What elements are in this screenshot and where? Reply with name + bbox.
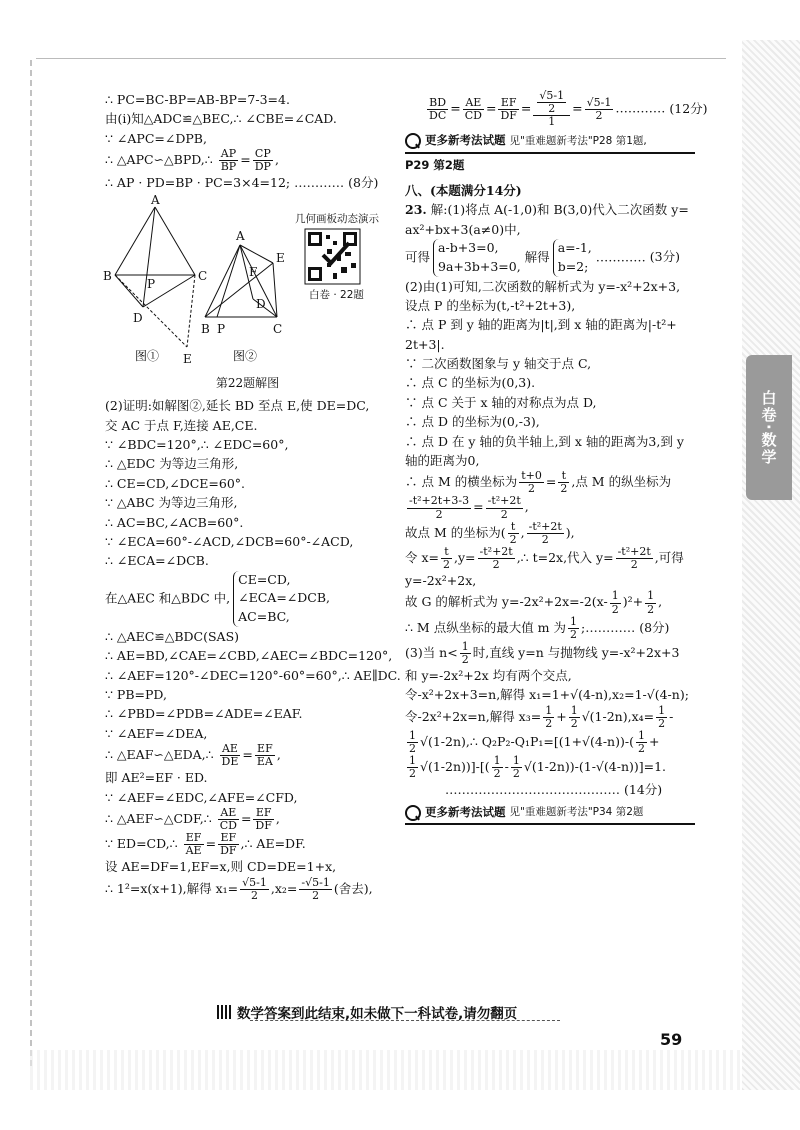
x34-line: 令-2x²+2x=n,解得 x₃= $\frac{1}{2}$ + $\frac{1}{2}$ √(1-2n),x₄= $\frac{1}{2}$ - xyxy=(405,703,674,730)
barcode-icon xyxy=(217,1005,231,1019)
text-line: ∴ AE=BD,∠CAE=∠CBD,∠AEC=∠BDC=120°, xyxy=(105,648,393,664)
fraction: $\frac{1}{2}$ xyxy=(493,754,501,781)
fraction: $\frac{t}{2}$ xyxy=(509,519,517,546)
fraction: $\frac{AP}{BP}$ xyxy=(220,147,237,174)
question-number: 23. xyxy=(405,202,427,218)
fraction: $\frac{AE}{CD}$ xyxy=(219,806,237,833)
fraction: $\frac{1}{2}$ xyxy=(409,728,416,755)
text-line: ∴ △AEC≌△BDC(SAS) xyxy=(105,628,240,644)
text-line: ∴ △EDC 为等边三角形, xyxy=(105,456,239,472)
text-line: 即 AE²=EF · ED. xyxy=(105,770,208,786)
fraction: $\frac{1}{2}$ xyxy=(545,703,553,730)
side-tab-label: 白卷·数学 xyxy=(759,389,778,466)
fraction: $\frac{\text{-t²+2t}}{2}$ xyxy=(487,494,521,521)
fig2-point-p: P xyxy=(217,321,226,336)
fraction: $\frac{EF}{DF}$ xyxy=(255,806,272,833)
brace-system: a-b+3=0, 9a+3b+3=0, xyxy=(433,239,521,277)
fig2-point-b: B xyxy=(201,321,210,336)
text-line: 轴的距离为0, xyxy=(405,452,480,468)
score-mark: (14分) xyxy=(624,782,663,798)
fraction: $\frac{BD}{DC}$ xyxy=(429,95,447,122)
fraction: $\frac{-√5-1}{2}$ xyxy=(301,875,330,902)
text-line: ∴ 点 D 的坐标为(0,-3), xyxy=(405,414,540,430)
search-icon xyxy=(405,133,421,149)
text-line: ∴ CE=CD,∠DCE=60°. xyxy=(105,475,245,491)
fraction: $\frac{√5-1}{2}$ xyxy=(242,875,267,902)
fig2-label: 图② xyxy=(233,348,258,363)
fraction: $\frac{t}{2}$ xyxy=(560,469,568,496)
fig2-point-c: C xyxy=(273,321,283,336)
fraction: $\frac{t}{2}$ xyxy=(443,544,450,571)
footer-banner-text: 数学答案到此结束,如未做下一科试卷,请勿翻页 xyxy=(237,1006,518,1022)
fraction: $\frac{1}{2}$ xyxy=(611,589,619,616)
fig1-point-d: D xyxy=(133,310,143,325)
text-line: ∵ △ABC 为等边三角形, xyxy=(105,495,238,511)
footer-rule xyxy=(250,1020,560,1021)
fraction: $\frac{EF}{EA}$ xyxy=(256,742,273,769)
qr-caption-bottom: 白卷 · 22题 xyxy=(309,288,364,301)
fraction: $\frac{EF}{DF}$ xyxy=(500,95,517,122)
ratio-line: $\frac{BD}{DC}$ = $\frac{AE}{CD}$ = $\frac{EF}{DF}$ = $\frac{\frac{√5-1}{2}}{1}$ = $\frac{√5-1}{2}$ ………… (12分) xyxy=(429,89,708,129)
more-questions-bar-1[interactable]: 更多新考法试题 见"重难题新考法"P28 第1题, xyxy=(405,132,695,154)
score-mark: (8分) xyxy=(348,175,379,191)
q-line-2: $\frac{1}{2}$ √(1-2n))]-[( $\frac{1}{2}$ - $\frac{1}{2}$ √(1-2n))-(1-√(4-n))]=1. xyxy=(409,754,667,781)
score-mark: (3分) xyxy=(649,249,680,265)
text-line: ax²+bx+3(a≠0)中, xyxy=(405,221,521,237)
text-line: 令-x²+2x+3=n,解得 x₁=1+√(4-n),x₂=1-√(4-n); xyxy=(405,687,689,703)
final-score-line: …………………………………… (14分) xyxy=(445,782,663,798)
left-column xyxy=(103,90,401,902)
score-mark: (8分) xyxy=(639,619,670,635)
text-line: ∴ ∠ECA=∠DCB. xyxy=(105,553,209,569)
fraction: $\frac{\text{-t²+2t}}{2}$ xyxy=(528,519,562,546)
fig1-point-p: P xyxy=(147,276,156,291)
fraction: $\frac{1}{2}$ xyxy=(570,703,578,730)
figure-caption: 第22题解图 xyxy=(215,375,280,390)
fraction: $\frac{AE}{DE}$ xyxy=(221,742,239,769)
fraction: $\frac{\text{-t²+2t}}{2}$ xyxy=(479,544,513,571)
page-number: 59 xyxy=(660,1030,683,1049)
text-line: ∵ 二次函数图象与 y 轴交于点 C, xyxy=(405,356,592,372)
congruence-system: 在△AEC 和△BDC 中, CE=CD, ∠ECA=∠DCB, AC=BC, xyxy=(105,571,390,627)
text-line: 交 AC 于点 F,连接 AE,CE. xyxy=(105,417,258,433)
text-line: y=-2x²+2x, xyxy=(405,573,477,589)
similar-eda-line: ∴ △EAF∽△EDA,∴ $\frac{AE}{DE}$ = $\frac{EF}{EA}$ , xyxy=(105,742,281,769)
brace-system: a=-1, b=2; xyxy=(553,239,592,277)
fig2-point-f: F xyxy=(249,264,258,279)
text-line: ∵ 点 C 关于 x 轴的对称点为点 D, xyxy=(405,394,597,410)
right-column xyxy=(405,89,708,828)
fig1-point-b: B xyxy=(103,268,112,283)
qr-code[interactable] xyxy=(305,229,360,284)
text-line: 由(ⅰ)知△ADC≌△BEC,∴ ∠CBE=∠CAD. xyxy=(105,111,337,127)
fraction: $\frac{1}{2}$ xyxy=(637,728,645,755)
text-line: 设 AE=DF=1,EF=x,则 CD=DE=1+x, xyxy=(105,859,337,875)
fig2-point-e: E xyxy=(276,250,285,265)
fraction: $\frac{t+0}{2}$ xyxy=(521,469,542,496)
score-mark: (12分) xyxy=(669,100,708,116)
g-line: 故 G 的解析式为 y=-2x²+2x=-2(x- $\frac{1}{2}$ )²+ $\frac{1}{2}$ , xyxy=(405,589,663,616)
q-line-1: $\frac{1}{2}$ √(1-2n),∴ Q₂P₂-Q₁P₁=[(1+√(4-n))-( $\frac{1}{2}$ + xyxy=(409,728,660,755)
text-line: ∵ PB=PD, xyxy=(105,687,167,703)
more-questions-continuation: P29 第2题 xyxy=(405,158,465,173)
ed-cd-line: ∵ ED=CD,∴ $\frac{EF}{AE}$ = $\frac{EF}{DF}$ ,∴ AE=DF. xyxy=(105,831,306,858)
text-line: ∴ AC=BC,∠ACB=60°. xyxy=(105,514,244,530)
scan-noise-bottom xyxy=(30,1050,740,1090)
fraction: $\frac{EF}{DF}$ xyxy=(220,831,237,858)
scan-edge-top xyxy=(36,58,726,59)
q23-first-line: 23. 解:(1)将点 A(-1,0)和 B(3,0)代入二次函数 y= xyxy=(405,202,689,218)
fraction: $\frac{1}{2}$ xyxy=(512,754,520,781)
solution-figures xyxy=(103,192,390,372)
text-line: ∴ 点 P 到 y 轴的距离为|t|,到 x 轴的距离为|-t²+ xyxy=(405,317,677,333)
text-line: (2)证明:如解图②,延长 BD 至点 E,使 DE=DC, xyxy=(105,398,370,414)
scan-edge-left xyxy=(30,60,32,1070)
fraction: $\frac{1}{2}$ xyxy=(647,589,655,616)
more-questions-bar-2[interactable]: 更多新考法试题 见"重难题新考法"P34 第2题 xyxy=(405,804,695,826)
text-line: ∵ ∠BDC=120°,∴ ∠EDC=60°, xyxy=(105,437,289,453)
text-line: 设点 P 的坐标为(t,-t²+2t+3), xyxy=(405,297,576,313)
subject-side-tab xyxy=(746,355,792,500)
part3-line: (3)当 n< $\frac{1}{2}$ 时,直线 y=n 与抛物线 y=-x²+2x+3 xyxy=(405,639,680,666)
text-line: ∵ ∠AEF=∠DEA, xyxy=(105,725,208,741)
text-line: ∴ ∠PBD=∠PDB=∠ADE=∠EAF. xyxy=(105,706,303,722)
fraction: $\frac{√5-1}{2}$ xyxy=(539,89,565,116)
text-line: (2)由(1)可知,二次函数的解析式为 y=-x²+2x+3, xyxy=(405,278,681,294)
fraction: $\frac{1}{2}$ xyxy=(658,703,666,730)
max-line: ∴ M 点纵坐标的最大值 m 为 $\frac{1}{2}$ ;………… (8分) xyxy=(405,614,670,641)
product-line: ∴ AP · PD=BP · PC=3×4=12; ………… (8分) xyxy=(105,175,379,191)
fraction: $\frac{EF}{AE}$ xyxy=(185,831,202,858)
fig1-point-a: A xyxy=(151,192,160,207)
text-line: 2t+3|. xyxy=(405,336,445,352)
fraction: $\frac{\text{-t²+2t+3-3}}{2}$ xyxy=(409,494,470,521)
fraction: $\frac{1}{2}$ xyxy=(461,639,469,666)
m-coord-line: 故点 M 的坐标为( $\frac{t}{2}$ , $\frac{\text{-t²+2t}}{2}$ ), xyxy=(405,519,575,546)
similar-cdf-line: ∴ △AEF∽△CDF,∴ $\frac{AE}{CD}$ = $\frac{EF}{DF}$ , xyxy=(105,806,280,833)
similar-dpb-line: ∴ △APC∽△BPD,∴ $\frac{AP}{BP}$ = $\frac{CP}{DP}$ , xyxy=(105,147,279,174)
text-line: ∴ PC=BC-BP=AB-BP=7-3=4. xyxy=(105,92,290,107)
m-y-line: $\frac{\text{-t²+2t+3-3}}{2}$ = $\frac{\text{-t²+2t}}{2}$ , xyxy=(409,494,529,521)
text-line: 和 y=-2x²+2x 均有两个交点, xyxy=(405,667,572,683)
scan-noise-right xyxy=(742,40,800,1090)
sub-line: 令 x= $\frac{t}{2}$ ,y= $\frac{\text{-t²+2t}}{2}$ ,∴ t=2x,代入 y= $\frac{\text{-t²+2t}}{2}$ ,可得 xyxy=(405,544,684,571)
footer-banner xyxy=(217,1002,517,1022)
fig2-point-d: D xyxy=(256,296,266,311)
fig1-point-e: E xyxy=(183,351,192,366)
text-line: ∵ ∠ECA=60°-∠ACD,∠DCB=60°-∠ACD, xyxy=(105,533,354,549)
fig1-point-c: C xyxy=(198,268,208,283)
qr-caption-top: 几何画板动态演示 xyxy=(295,212,379,225)
fig1-label: 图① xyxy=(135,348,160,363)
brace-system: CE=CD, ∠ECA=∠DCB, AC=BC, xyxy=(233,571,330,627)
text-line: ∴ 点 C 的坐标为(0,3). xyxy=(405,375,536,391)
fraction: $\frac{AE}{CD}$ xyxy=(464,95,482,122)
section-8-title: 八、(本题满分14分) xyxy=(405,182,522,198)
fraction: $\frac{\text{-t²+2t}}{2}$ xyxy=(617,544,651,571)
search-icon xyxy=(405,805,421,821)
fraction: $\frac{1}{2}$ xyxy=(409,754,416,781)
q23-system: 可得 a-b+3=0, 9a+3b+3=0, 解得 a=-1, b=2; ………… (3分) xyxy=(405,239,695,277)
text-line: ∴ 点 D 在 y 轴的负半轴上,到 x 轴的距离为3,到 y xyxy=(405,433,684,449)
solve-line: ∴ 1²=x(x+1),解得 x₁= $\frac{√5-1}{2}$ ,x₂= $\frac{-√5-1}{2}$ (舍去), xyxy=(105,875,373,902)
figure-2-drawing xyxy=(205,245,277,317)
text-line: ∵ ∠APC=∠DPB, xyxy=(105,130,207,146)
fraction: $\frac{1}{2}$ xyxy=(570,614,577,641)
text-line: ∵ ∠AEF=∠EDC,∠AFE=∠CFD, xyxy=(105,789,298,805)
compound-fraction: $\frac{\frac{√5-1}{2}}{1}$ xyxy=(533,90,570,128)
text-line: ∴ ∠AEF=120°-∠DEC=120°-60°=60°,∴ AE∥DC. xyxy=(105,667,401,683)
fig2-point-a: A xyxy=(236,228,245,243)
fraction: $\frac{√5-1}{2}$ xyxy=(586,95,612,122)
fraction: $\frac{CP}{DP}$ xyxy=(254,147,271,174)
m-x-line: ∴ 点 M 的横坐标为 $\frac{t+0}{2}$ = $\frac{t}{2}$ ,点 M 的纵坐标为 xyxy=(405,469,672,496)
